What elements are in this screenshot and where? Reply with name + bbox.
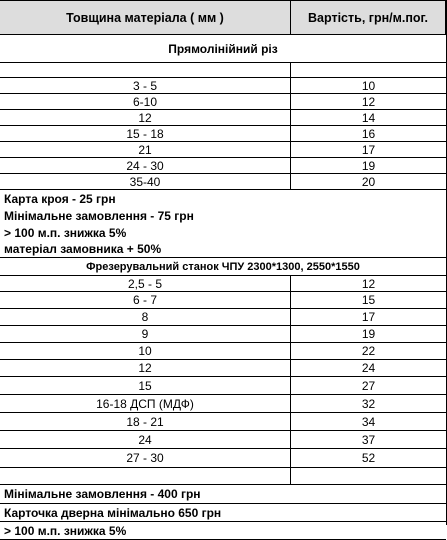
note-text: > 100 м.п. знижка 5% — [4, 523, 127, 538]
thickness-cell: 6 - 7 — [132, 293, 157, 307]
note-text: > 100 м.п. знижка 5% — [4, 225, 127, 240]
thickness-cell: 24 - 30 — [126, 158, 164, 173]
thickness-cell: 35-40 — [129, 174, 161, 189]
section1-spacer-row — [0, 63, 446, 78]
thickness-cell: 27 - 30 — [126, 451, 164, 465]
section2-row — [0, 326, 446, 343]
note-row — [0, 190, 446, 207]
section2-row — [0, 449, 446, 468]
price-cell: 27 — [290, 377, 446, 394]
note-text: матеріал замовника + 50% — [4, 242, 162, 256]
header-row — [0, 0, 446, 35]
thickness-cell: 12 — [138, 110, 152, 125]
price-cell: 20 — [290, 174, 446, 189]
price-cell: 32 — [290, 395, 446, 412]
section2-row — [0, 377, 446, 395]
thickness-cell: 16-18 ДСП (МДФ) — [96, 396, 194, 411]
thickness-cell: 6-10 — [132, 94, 158, 109]
section2-title: Фрезерувальний станок ЧПУ 2300*1300, 2550*1550 — [86, 260, 360, 273]
price-cell: 14 — [290, 110, 446, 125]
section1-row — [0, 142, 446, 158]
spacer-cell — [290, 468, 446, 484]
section2-row — [0, 395, 446, 413]
price-cell: 12 — [290, 276, 446, 291]
price-cell: 19 — [290, 326, 446, 342]
note-text: Карта кроя - 25 грн — [4, 191, 116, 206]
thickness-cell: 15 - 18 — [126, 126, 164, 141]
section2-row — [0, 343, 446, 360]
section2-row — [0, 276, 446, 292]
thickness-cell: 3 - 5 — [132, 78, 157, 93]
price-cell: 19 — [290, 158, 446, 173]
section2-row — [0, 360, 446, 377]
note-row — [0, 207, 446, 224]
spacer-cell — [0, 63, 290, 77]
section1-title-row — [0, 35, 446, 63]
price-cell: 10 — [290, 78, 446, 93]
thickness-cell: 18 - 21 — [126, 414, 164, 429]
note-text: Мінімальне замовлення - 400 грн — [4, 487, 201, 501]
price-cell: 17 — [290, 142, 446, 157]
section2-row — [0, 309, 446, 326]
thickness-cell: 24 — [138, 432, 152, 447]
price-cell: 52 — [290, 449, 446, 467]
note-text: Мінімальне замовлення - 75 грн — [4, 208, 194, 223]
price-cell: 17 — [290, 309, 446, 325]
note-text: Карточка дверна мінімально 650 грн — [4, 505, 222, 520]
section1-row — [0, 94, 446, 110]
note-row — [0, 241, 446, 258]
note-row — [0, 504, 446, 522]
section2-row — [0, 431, 446, 449]
section1-row — [0, 126, 446, 142]
section1-row — [0, 158, 446, 174]
section1-title: Прямолінійний різ — [168, 41, 278, 56]
note-row — [0, 485, 446, 504]
price-cell: 37 — [290, 431, 446, 448]
price-cell: 12 — [290, 94, 446, 109]
header-price: Вартість, грн/м.пог. — [290, 0, 446, 34]
price-cell: 34 — [290, 413, 446, 430]
price-cell: 22 — [290, 343, 446, 359]
thickness-cell: 15 — [138, 378, 152, 393]
thickness-cell: 9 — [141, 327, 149, 341]
spacer-cell — [290, 63, 446, 77]
price-cell: 16 — [290, 126, 446, 141]
note-row — [0, 224, 446, 241]
price-cell: 24 — [290, 360, 446, 376]
thickness-cell: 12 — [138, 361, 152, 375]
section2-spacer-row — [0, 468, 446, 485]
header-thickness: Товщина матеріала ( мм ) — [0, 0, 290, 34]
thickness-cell: 2,5 - 5 — [127, 276, 163, 291]
price-cell: 15 — [290, 292, 446, 308]
section1-row — [0, 78, 446, 94]
thickness-cell: 8 — [141, 310, 149, 324]
section1-row — [0, 110, 446, 126]
thickness-cell: 21 — [138, 142, 152, 157]
thickness-cell: 10 — [138, 344, 152, 358]
section2-title-row — [0, 258, 446, 276]
section1-row — [0, 174, 446, 190]
section2-row — [0, 292, 446, 309]
spacer-cell — [0, 468, 290, 484]
section2-row — [0, 413, 446, 431]
